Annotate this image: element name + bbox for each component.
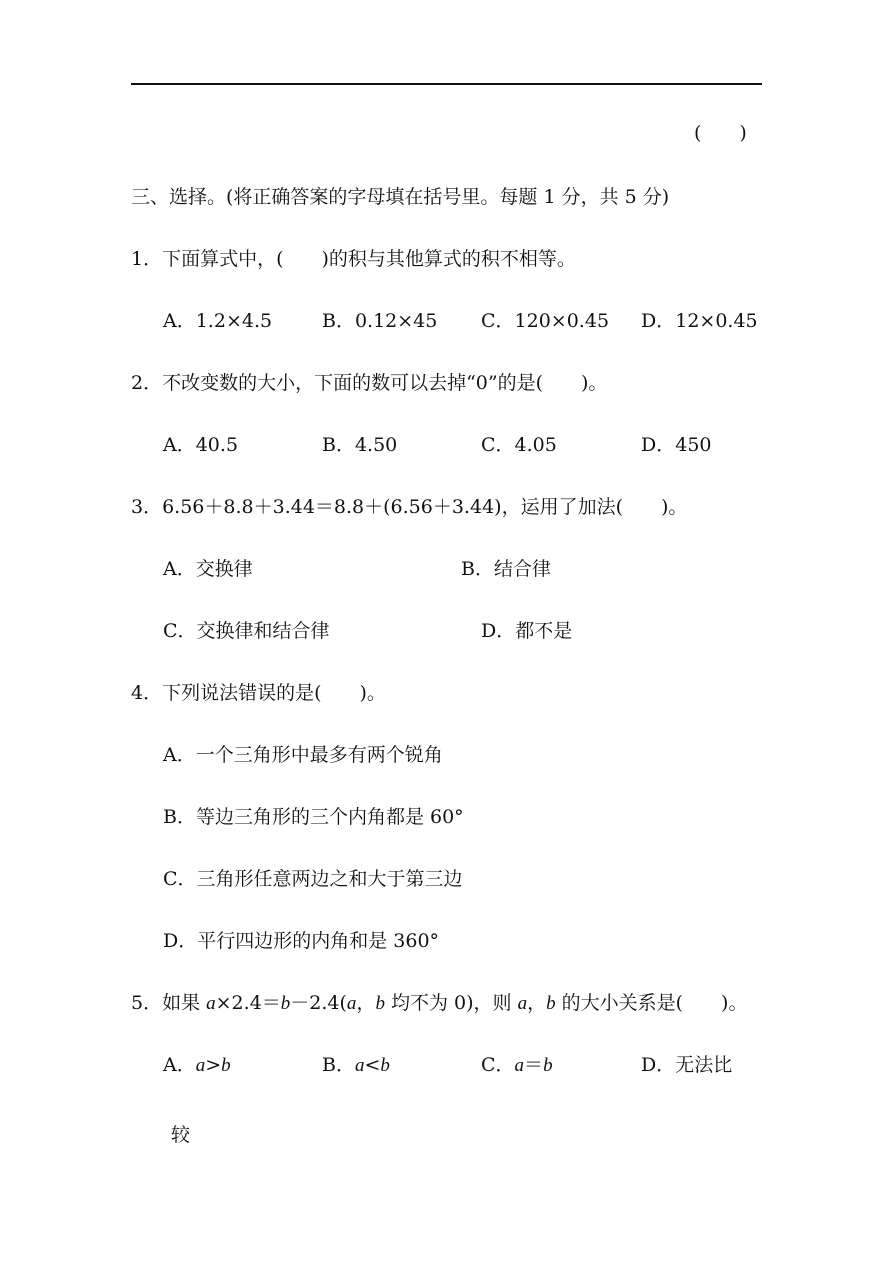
- q5-option-b: B．a<b: [322, 1054, 390, 1076]
- q4-option-b: B．等边三角形的三个内角都是 60°: [163, 806, 464, 828]
- q1-option-a: A．1.2×4.5: [163, 310, 273, 332]
- q4-option-a: A．一个三角形中最多有两个锐角: [163, 744, 443, 766]
- q4-option-d: D．平行四边形的内角和是 360°: [163, 930, 440, 952]
- question-5: 5．如果 a×2.4＝b－2.4(a，b 均不为 0)，则 a，b 的大小关系是( )。: [131, 992, 748, 1014]
- answer-parentheses: ( ): [694, 122, 747, 144]
- question-4: 4．下列说法错误的是( )。: [131, 682, 386, 704]
- q1-option-d: D．12×0.45: [641, 310, 758, 332]
- q5-option-a: A．a>b: [163, 1054, 231, 1076]
- q2-option-c: C．4.05: [481, 434, 557, 456]
- q3-option-b: B．结合律: [461, 558, 551, 580]
- header-rule: [131, 83, 762, 85]
- q3-option-a: A．交换律: [163, 558, 253, 580]
- q1-option-c: C．120×0.45: [481, 310, 610, 332]
- section-heading: 三、选择。(将正确答案的字母填在括号里。每题 1 分，共 5 分): [131, 186, 670, 208]
- q3-option-d: D．都不是: [481, 620, 573, 642]
- question-1: 1．下面算式中，( )的积与其他算式的积不相等。: [131, 248, 576, 270]
- q5-option-d: D．无法比: [641, 1054, 733, 1076]
- q2-option-d: D．450: [641, 434, 712, 456]
- q5-option-c: C．a＝b: [481, 1054, 553, 1076]
- q3-option-c: C．交换律和结合律: [163, 620, 330, 642]
- question-3: 3．6.56＋8.8＋3.44＝8.8＋(6.56＋3.44)，运用了加法( )。: [131, 496, 688, 518]
- question-2: 2．不改变数的大小，下面的数可以去掉“0”的是( )。: [131, 372, 608, 394]
- q2-option-a: A．40.5: [163, 434, 239, 456]
- q1-option-b: B．0.12×45: [322, 310, 438, 332]
- q5-option-d-wrap: 较: [171, 1124, 191, 1146]
- q2-option-b: B．4.50: [322, 434, 398, 456]
- q4-option-c: C．三角形任意两边之和大于第三边: [163, 868, 463, 890]
